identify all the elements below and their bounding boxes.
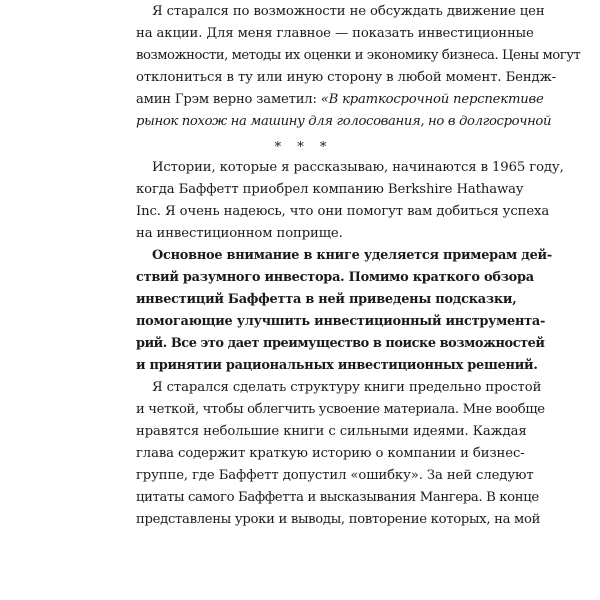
graham-quote: «В краткосрочной перспективе [320, 92, 544, 107]
paragraph-4-line: глава содержит краткую историю о компании и бизнес- [136, 446, 525, 461]
paragraph-4-line: группе, где Баффетт допустил «ошибку». За ней следуют [136, 468, 534, 483]
graham-quote-line: рынок похож на машину для голосования, но в долгосрочной [136, 114, 552, 129]
paragraph-2-line: когда Баффетт приобрел компанию Berkshire Hathaway [136, 182, 524, 197]
paragraph-4-line: нравятся небольшие книги с сильными идеями. Каждая [136, 424, 527, 439]
paragraph-3-line: и принятии рациональных инвестиционных решений. [136, 358, 538, 373]
paragraph-4-line: цитаты самого Баффетта и высказывания Мангера. В конце [136, 490, 539, 505]
paragraph-2-line: Inc. Я очень надеюсь, что они помогут вам добиться успеха [136, 204, 550, 219]
paragraph-1-line: возможности, методы их оценки и экономику бизнеса. Цены могут [136, 48, 581, 63]
paragraph-4-line: представлены уроки и выводы, повторение которых, на мой [136, 512, 541, 527]
paragraph-1-line: на акции. Для меня главное — показать инвестиционные [136, 26, 534, 41]
paragraph-3-line: инвестиций Баффетта в ней приведены подсказки, [136, 292, 517, 307]
paragraph-4-line: и четкой, чтобы облегчить усвоение материала. Мне вообще [136, 402, 545, 417]
paragraph-1-line [136, 89, 544, 111]
paragraph-3-line: помогающие улучшить инвестиционный инструмента- [136, 314, 546, 329]
section-separator: * * * [274, 140, 333, 155]
paragraph-1-line: отклониться в ту или иную сторону в любой момент. Бендж- [136, 70, 556, 85]
paragraph-3-line: ствий разумного инвестора. Помимо краткого обзора [136, 270, 534, 285]
paragraph-2-line: Истории, которые я рассказываю, начинаются в 1965 году, [152, 160, 564, 175]
paragraph-4-line: Я старался сделать структуру книги предельно простой [152, 380, 542, 395]
paragraph-1-line: Я старался по возможности не обсуждать движение цен [152, 4, 545, 19]
paragraph-2-line: на инвестиционном поприще. [136, 226, 343, 241]
paragraph-3-line: Основное внимание в книге уделяется примерам дей- [152, 248, 552, 263]
paragraph-3-line: рий. Все это дает преимущество в поиске возможностей [136, 336, 545, 351]
paragraph-1-text: амин Грэм верно заметил: [136, 92, 321, 107]
